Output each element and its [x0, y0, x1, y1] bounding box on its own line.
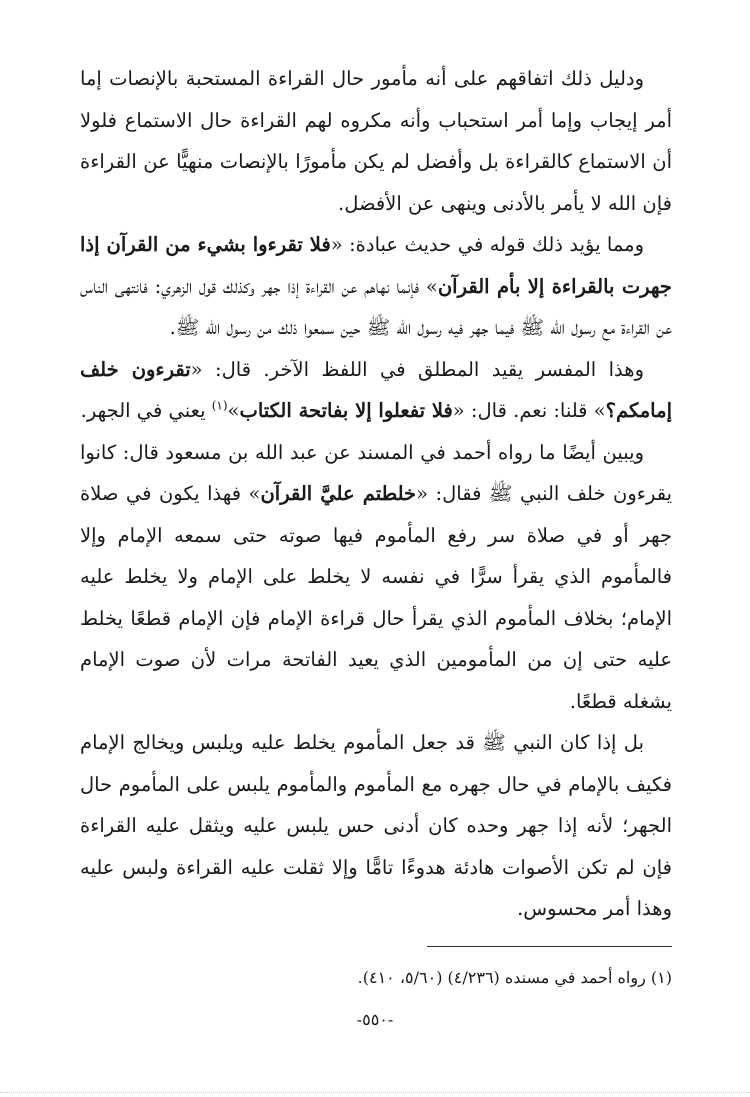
paragraph [80, 722, 672, 930]
page-number: -٥٥٠- [356, 1010, 394, 1029]
text-run: » فهذا يكون في صلاة جهر أو في صلاة سر رفع المأموم فيها صوته حتى سمعه الإمام وإلا فالمأموم الذي يقرأ سرًّا في نفسه لا يخلط على الإمام ولا يخلط عليه الإمام؛ بخلاف المأموم الذي يقرأ حال قراءة الإمام فإن الإمام قطعًا يخلط عليه حتى إن من المأمومين الذي يعيد الفاتحة مرات لأن صوت الإمام يشغله قطعًا. [80, 482, 672, 713]
text-run: ومما يؤيد ذلك قوله في حديث عبادة: « [330, 233, 644, 256]
footnote: (١) رواه أحمد في مسنده (٤/٢٣٦) (٥/٦٠، ٤١٠). [357, 968, 672, 987]
text-run: ودليل ذلك اتفاقهم على أنه مأمور حال القراءة المستحبة بالإنصات إما أمر إيجاب وإما أمر استحباب وأنه مكروه لهم القراءة حال الاستماع فلولا أن الاستماع كالقراءة بل وأفضل لم يكن مأمورًا بالإنصات منهيًّا عن القراءة فإن الله لا يأمر بالأدنى وينهى عن الأفضل. [80, 67, 672, 215]
scan-edge [0, 1090, 750, 1093]
text-run: » [227, 399, 240, 422]
text-run: » فإنما نهاهم عن القراءة إذا جهر وكذلك قول الزهري: فانتهى الناس عن القراءة مع رسول الله ﷺ فيما جهر فيه رسول الله ﷺ حين سمعوا ذلك من رسول الله ﷺ. [80, 274, 672, 339]
text-run: ويبين أيضًا ما رواه أحمد في المسند عن عبد الله بن مسعود قال: كانوا يقرءون خلف النبي ﷺ فقال: « [80, 440, 672, 505]
hadith-quote: خلطتم عليَّ القرآن [260, 482, 417, 505]
text-run: وهذا المفسر يقيد المطلق في اللفظ الآخر. قال: « [190, 357, 644, 381]
hadith-quote: فلا تفعلوا إلا بفاتحة الكتاب [239, 399, 453, 422]
hadith-quote: تقرءون خلف إمامكم؟ [80, 357, 672, 422]
body-text [80, 58, 672, 930]
footnote-ref: (١) [211, 398, 228, 413]
paragraph [80, 349, 672, 432]
text-run: بل إذا كان النبي ﷺ قد جعل المأموم يخلط عليه ويلبس ويخالج الإمام فكيف بالإمام في حال جهره مع المأموم والمأموم يلبس على المأموم حال الجهر؛ لأنه إذا جهر وحده كان أدنى حس يلبس عليه ويثقل عليه القراءة فإن لم تكن الأصوات هادئة هدوءًا تامًّا وإلا ثقلت عليه القراءة ولبس عليه وهذا أمر محسوس. [80, 731, 672, 920]
hadith-quote: فلا تقرءوا بشيء من القرآن إذا جهرت بالقراءة إلا بأم القرآن [80, 233, 672, 298]
paragraph [80, 224, 672, 349]
paragraph [80, 432, 672, 723]
text-run: يعني في الجهر. [80, 399, 212, 422]
footnote-divider [427, 946, 672, 947]
paragraph [80, 58, 672, 224]
text-run: » قلنا: نعم. قال: « [452, 399, 606, 422]
